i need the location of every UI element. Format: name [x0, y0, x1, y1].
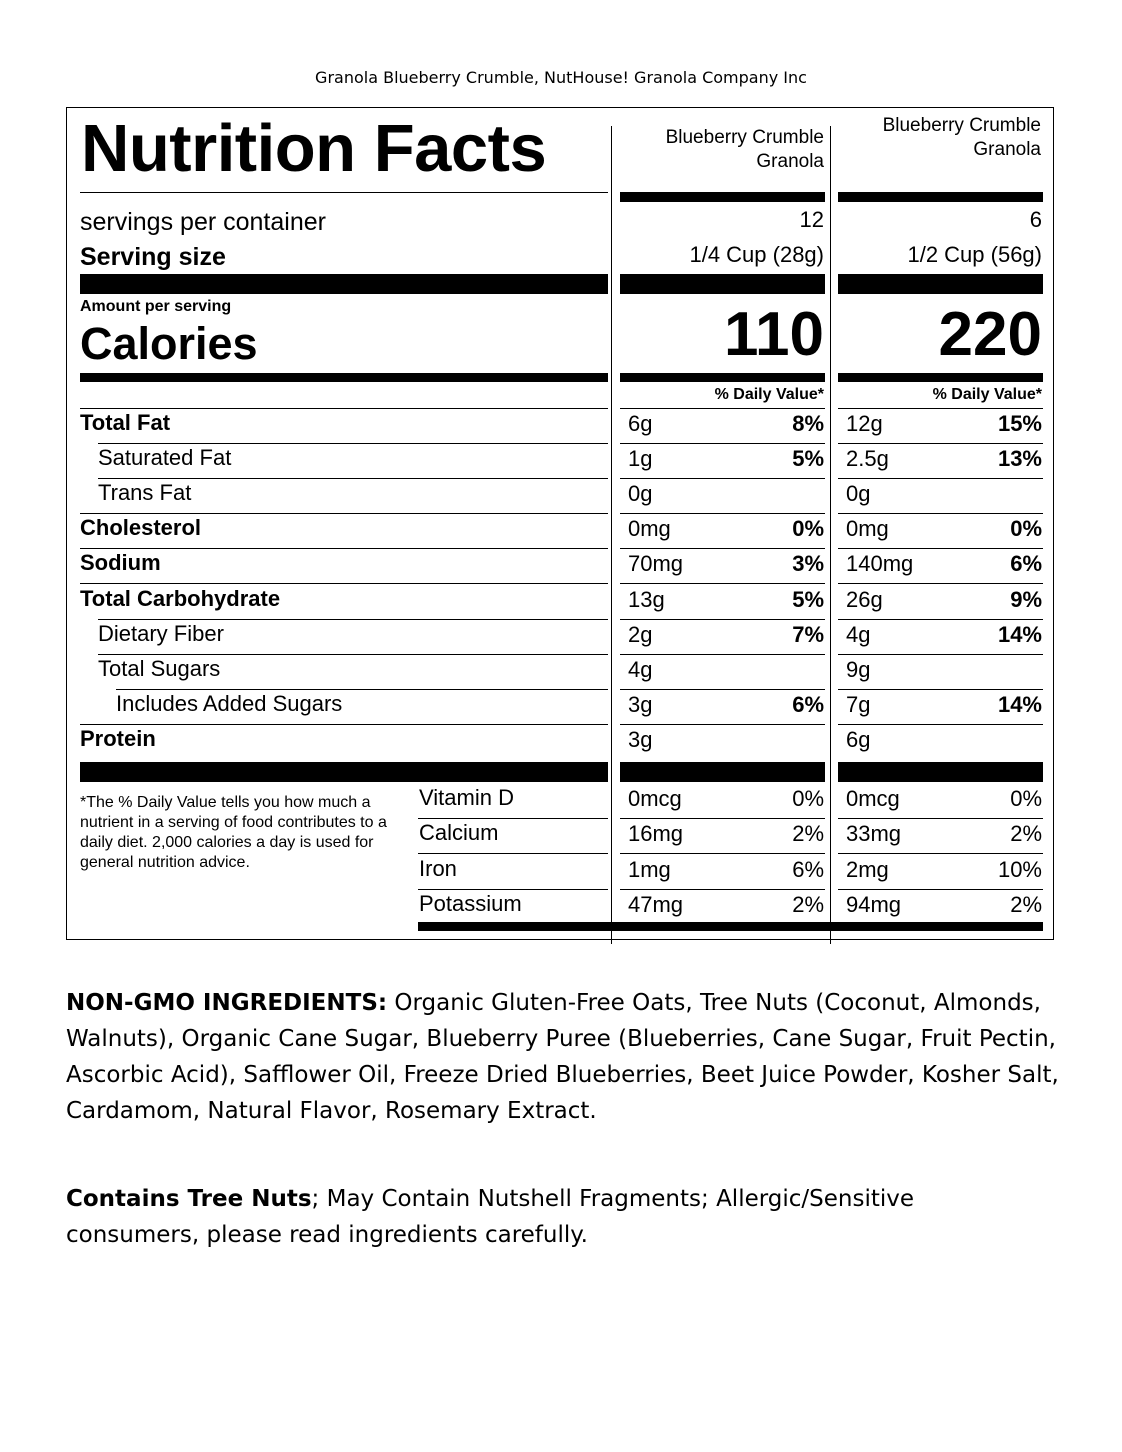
calories-label: Calories: [80, 318, 258, 369]
column-2-amount: 2mg: [846, 856, 889, 882]
row-rule: [620, 443, 825, 444]
row-rule: [838, 689, 1043, 690]
nutrient-name: Saturated Fat: [98, 445, 232, 471]
column-2-amount: 6g: [846, 726, 871, 752]
column-1-daily-value: 6%: [792, 856, 824, 882]
row-rule: [116, 689, 608, 690]
vitamin-name: Iron: [419, 855, 457, 881]
column-1-amount: 2g: [628, 621, 653, 647]
row-rule: [98, 654, 608, 655]
row-rule: [80, 724, 608, 725]
column-1-daily-value: 5%: [792, 586, 824, 612]
header-bar: [620, 192, 825, 202]
row-rule: [620, 408, 825, 409]
row-rule: [418, 853, 608, 854]
nutrient-name: Total Carbohydrate: [80, 585, 281, 611]
vitamin-name: Calcium: [419, 820, 499, 846]
column-1-daily-value: 0%: [792, 786, 824, 811]
row-rule: [418, 818, 608, 819]
bottom-bar: [418, 922, 1043, 931]
vitamin-bar: [80, 762, 608, 782]
column-2-daily-value: 10%: [997, 856, 1042, 882]
column-1-amount: 16mg: [628, 821, 684, 847]
calories-bar: [838, 373, 1043, 382]
column-2-amount: 94mg: [846, 891, 902, 917]
row-rule: [620, 654, 825, 655]
column-1-daily-value: 7%: [792, 621, 824, 647]
amount-per-serving: Amount per serving: [80, 298, 232, 315]
column-1-amount: 0mg: [628, 516, 671, 542]
row-rule: [80, 548, 608, 549]
column-2-dv-header: % Daily Value*: [932, 386, 1042, 403]
vitamin-name: Vitamin D: [419, 785, 514, 810]
column-2-amount: 0mg: [846, 516, 889, 542]
nutrient-name: Sodium: [80, 550, 161, 576]
vitamin-name: Potassium: [419, 890, 522, 916]
row-rule: [620, 548, 825, 549]
servings-label: servings per container: [80, 208, 326, 236]
column-2-amount: 26g: [846, 586, 883, 612]
row-rule: [98, 619, 608, 620]
column-1-amount: 3g: [628, 726, 653, 752]
column-2-calories: 220: [938, 300, 1042, 369]
header-bar: [838, 192, 1043, 202]
column-2-amount: 4g: [846, 621, 871, 647]
row-rule: [620, 853, 825, 854]
title-rule: [80, 192, 608, 193]
row-rule: [838, 654, 1043, 655]
column-2-amount: 33mg: [846, 821, 902, 847]
row-rule: [620, 513, 825, 514]
column-1-amount: 13g: [628, 586, 665, 612]
column-2-daily-value: 13%: [997, 446, 1042, 472]
column-1-calories: 110: [723, 300, 824, 369]
column-2-amount: 9g: [846, 656, 871, 682]
calories-bar: [80, 373, 608, 382]
calories-bar: [620, 373, 825, 382]
column-1-daily-value: 8%: [792, 411, 824, 436]
ingredients-statement: [66, 985, 1066, 1129]
nutrient-name: Trans Fat: [98, 480, 192, 506]
row-rule: [80, 408, 608, 409]
column-divider: [611, 126, 612, 944]
column-2-daily-value: 9%: [1010, 586, 1042, 612]
column-2-daily-value: 2%: [1010, 821, 1042, 847]
column-1-daily-value: 2%: [792, 821, 824, 847]
column-2-amount: 0g: [846, 481, 871, 507]
column-2-amount: 7g: [846, 691, 871, 717]
column-1-daily-value: 3%: [792, 551, 824, 577]
row-rule: [98, 478, 608, 479]
column-divider: [830, 126, 831, 944]
row-rule: [620, 689, 825, 690]
ingredients-heading: NON-GMO INGREDIENTS:: [66, 990, 388, 1016]
row-rule: [838, 408, 1043, 409]
row-rule: [418, 889, 608, 890]
row-rule: [838, 548, 1043, 549]
nutrient-name: Total Fat: [80, 410, 171, 435]
column-1-daily-value: 2%: [792, 891, 824, 917]
column-2-daily-value: 14%: [997, 621, 1042, 647]
allergen-statement: [66, 1181, 966, 1253]
row-rule: [838, 619, 1043, 620]
column-2-amount: 2.5g: [846, 446, 889, 472]
serving-bar: [838, 274, 1043, 294]
column-1-amount: 47mg: [628, 891, 684, 917]
serving-size-label: Serving size: [80, 243, 226, 271]
nutrient-name: Total Sugars: [98, 655, 221, 681]
allergen-text: ; May Contain Nutshell Fragments; Allergic/Sensitive consumers, please read ingredients carefully.: [66, 1186, 915, 1248]
row-rule: [620, 619, 825, 620]
column-2-daily-value: 6%: [1010, 551, 1042, 577]
page-title: Granola Blueberry Crumble, NutHouse! Granola Company Inc: [315, 68, 807, 87]
column-2-daily-value: 0%: [1010, 516, 1042, 542]
column-2-daily-value: 0%: [1010, 786, 1042, 811]
serving-bar: [80, 274, 608, 294]
column-2-daily-value: 14%: [997, 691, 1042, 717]
column-2-amount: 0mcg: [846, 786, 900, 811]
column-1-servings: 12: [799, 207, 824, 232]
column-1-amount: 1mg: [628, 856, 671, 882]
column-1-amount: 70mg: [628, 551, 684, 577]
column-1-amount: 4g: [628, 656, 653, 682]
row-rule: [80, 513, 608, 514]
row-rule: [838, 583, 1043, 584]
column-1-daily-value: 0%: [792, 516, 824, 542]
column-2-amount: 12g: [846, 411, 883, 436]
column-1-amount: 0mcg: [628, 786, 682, 811]
nutrient-name: Protein: [80, 725, 156, 751]
nutrient-name: Dietary Fiber: [98, 620, 224, 646]
column-1-daily-value: 6%: [792, 691, 824, 717]
column-2-serving-size: 1/2 Cup (56g): [907, 242, 1042, 267]
column-1-name: Blueberry Crumble Granola: [665, 127, 824, 172]
column-1-amount: 6g: [628, 411, 653, 436]
row-rule: [620, 583, 825, 584]
row-rule: [98, 443, 608, 444]
serving-bar: [620, 274, 825, 294]
row-rule: [620, 478, 825, 479]
row-rule: [838, 478, 1043, 479]
row-rule: [620, 724, 825, 725]
daily-value-footnote: *The % Daily Value tells you how much a nutrient in a serving of food contributes to a daily diet. 2,000 calories a day is used for general nutrition advice.: [80, 794, 387, 871]
row-rule: [838, 513, 1043, 514]
row-rule: [620, 889, 825, 890]
label-title: Nutrition Facts: [81, 111, 547, 186]
allergen-heading: Contains Tree Nuts: [66, 1186, 312, 1212]
row-rule: [80, 583, 608, 584]
nutrient-name: Cholesterol: [80, 515, 202, 541]
row-rule: [838, 853, 1043, 854]
row-rule: [838, 443, 1043, 444]
nutrient-name: Includes Added Sugars: [116, 690, 343, 716]
row-rule: [838, 818, 1043, 819]
column-2-name: Blueberry Crumble Granola: [882, 115, 1041, 160]
column-2-amount: 140mg: [846, 551, 914, 577]
vitamin-bar: [620, 762, 825, 782]
column-2-daily-value: 15%: [997, 411, 1042, 436]
nutrition-facts-label: [66, 107, 1054, 940]
column-1-dv-header: % Daily Value*: [714, 386, 824, 403]
column-1-amount: 1g: [628, 446, 653, 472]
column-2-daily-value: 2%: [1010, 891, 1042, 917]
vitamin-bar: [838, 762, 1043, 782]
column-1-amount: 0g: [628, 481, 653, 507]
column-2-servings: 6: [1029, 207, 1042, 232]
row-rule: [838, 889, 1043, 890]
column-1-amount: 3g: [628, 691, 653, 717]
column-1-daily-value: 5%: [792, 446, 824, 472]
column-1-serving-size: 1/4 Cup (28g): [689, 242, 824, 267]
row-rule: [620, 818, 825, 819]
ingredients-text: Organic Gluten-Free Oats, Tree Nuts (Coconut, Almonds, Walnuts), Organic Cane Sugar, Blueberry Puree (Blueberries, Cane Sugar, Fruit Pectin, Ascorbic Acid), Safflower Oil, Freeze Dried Blueberries, Beet Juice Powder, Kosher Salt, Cardamom, Natural Flavor, Rosemary Extract.: [66, 990, 1059, 1124]
row-rule: [838, 724, 1043, 725]
